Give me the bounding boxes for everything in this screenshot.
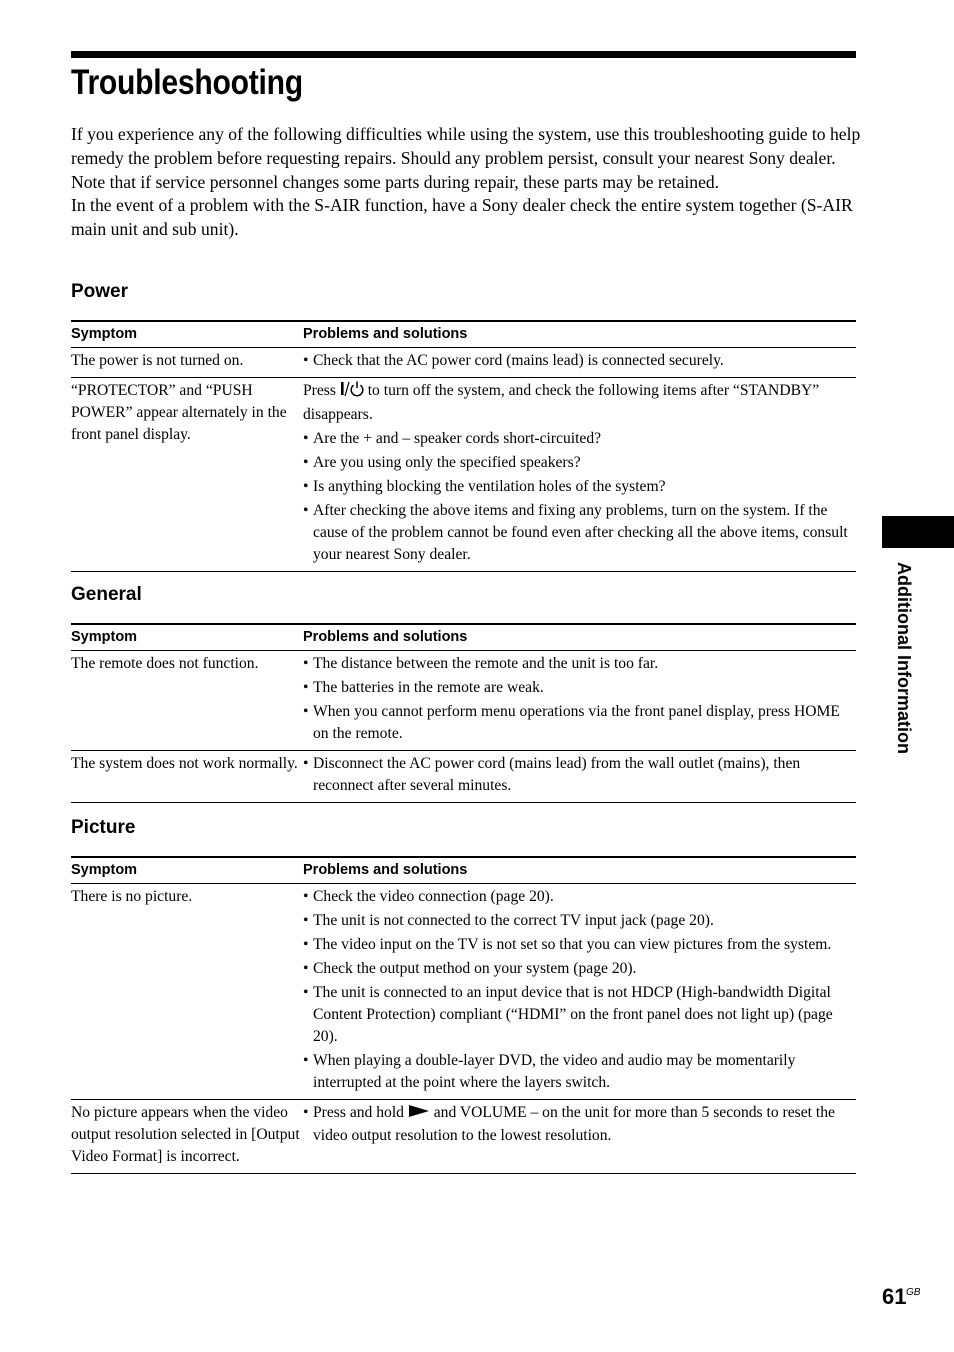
solution-item: • When playing a double-layer DVD, the video and audio may be momentarily interrupted at the point where the layers switch.: [303, 1050, 856, 1094]
side-section-label: Additional Information: [894, 562, 914, 754]
page-number-suffix: GB: [906, 1287, 921, 1298]
solutions-column-header: Problems and solutions: [303, 321, 856, 348]
symptom-cell: The remote does not function.: [71, 651, 303, 751]
solution-item: • After checking the above items and fixing any problems, turn on the system. If the cause of the problem cannot be found even after checking all the above items, consult your nearest Sony dealer.: [303, 500, 856, 566]
symptom-column-header: Symptom: [71, 857, 303, 884]
solution-lead: [303, 380, 856, 426]
lead-text: to turn off the system, and check the following items after “STANDBY” disappears.: [303, 382, 820, 423]
section-heading-power: Power: [71, 281, 129, 302]
solution-item: • The batteries in the remote are weak.: [303, 677, 856, 699]
solutions-column-header: Problems and solutions: [303, 624, 856, 651]
lead-text: Press: [303, 382, 340, 399]
table-header-row: [71, 321, 856, 348]
solution-item: • Is anything blocking the ventilation holes of the system?: [303, 476, 856, 498]
picture-table: [71, 856, 856, 1174]
solutions-cell: [303, 751, 856, 803]
page-title: Troubleshooting: [71, 63, 303, 102]
symptom-cell: The power is not turned on.: [71, 348, 303, 378]
solution-item: • Check the video connection (page 20).: [303, 886, 856, 908]
section-heading-general: General: [71, 584, 142, 605]
solution-item: • Disconnect the AC power cord (mains lead) from the wall outlet (mains), then reconnect after several minutes.: [303, 753, 856, 797]
solution-item: • Are the + and – speaker cords short-circuited?: [303, 428, 856, 450]
solutions-cell: [303, 651, 856, 751]
solutions-cell: [303, 884, 856, 1100]
table-row: [71, 751, 856, 803]
intro-paragraph: If you experience any of the following difficulties while using the system, use this troubleshooting guide to help remedy the problem before requesting repairs. Should any problem persist, consult your nearest Sony dealer.: [71, 124, 861, 168]
solutions-cell: [303, 378, 856, 572]
solution-item: • Check that the AC power cord (mains lead) is connected securely.: [303, 350, 856, 372]
symptom-cell: “PROTECTOR” and “PUSH POWER” appear alternately in the front panel display.: [71, 378, 303, 572]
table-header-row: [71, 857, 856, 884]
solution-item: [303, 1102, 856, 1147]
solution-item: • The unit is not connected to the correct TV input jack (page 20).: [303, 910, 856, 932]
power-standby-icon: [340, 381, 364, 404]
solution-text: Press and hold: [313, 1104, 408, 1121]
table-row: [71, 884, 856, 1100]
power-table: [71, 320, 856, 572]
table-header-row: [71, 624, 856, 651]
symptom-column-header: Symptom: [71, 624, 303, 651]
page-number: 61: [882, 1284, 907, 1309]
solution-item: • Are you using only the specified speakers?: [303, 452, 856, 474]
solutions-cell: [303, 1100, 856, 1174]
symptom-cell: No picture appears when the video output resolution selected in [Output Video Format] is incorrect.: [71, 1100, 303, 1174]
general-table: [71, 623, 856, 803]
section-heading-picture: Picture: [71, 817, 136, 838]
intro-text: [71, 123, 861, 242]
table-row: [71, 651, 856, 751]
section-tab-marker: [882, 516, 954, 548]
solution-item: • The distance between the remote and the unit is too far.: [303, 653, 856, 675]
solution-item: • The video input on the TV is not set so that you can view pictures from the system.: [303, 934, 856, 956]
table-row: [71, 348, 856, 378]
solutions-column-header: Problems and solutions: [303, 857, 856, 884]
solutions-cell: [303, 348, 856, 378]
symptom-cell: There is no picture.: [71, 884, 303, 1100]
solution-item: • The unit is connected to an input device that is not HDCP (High-bandwidth Digital Content Protection) compliant (“HDMI” on the front panel does not light up) (page 20).: [303, 982, 856, 1048]
solution-text: and VOLUME – on the unit for more than 5 seconds to reset the video output resolution to the lowest resolution.: [313, 1104, 835, 1144]
intro-paragraph: In the event of a problem with the S-AIR function, have a Sony dealer check the entire system together (S-AIR main unit and sub unit).: [71, 195, 853, 240]
play-icon: [408, 1103, 430, 1125]
table-row: [71, 1100, 856, 1174]
title-rule: [71, 51, 856, 58]
symptom-column-header: Symptom: [71, 321, 303, 348]
solution-item: • When you cannot perform menu operations via the front panel display, press HOME on the remote.: [303, 701, 856, 745]
table-row: [71, 378, 856, 572]
intro-paragraph: Note that if service personnel changes some parts during repair, these parts may be retained.: [71, 171, 720, 192]
symptom-cell: The system does not work normally.: [71, 751, 303, 803]
solution-item: • Check the output method on your system (page 20).: [303, 958, 856, 980]
